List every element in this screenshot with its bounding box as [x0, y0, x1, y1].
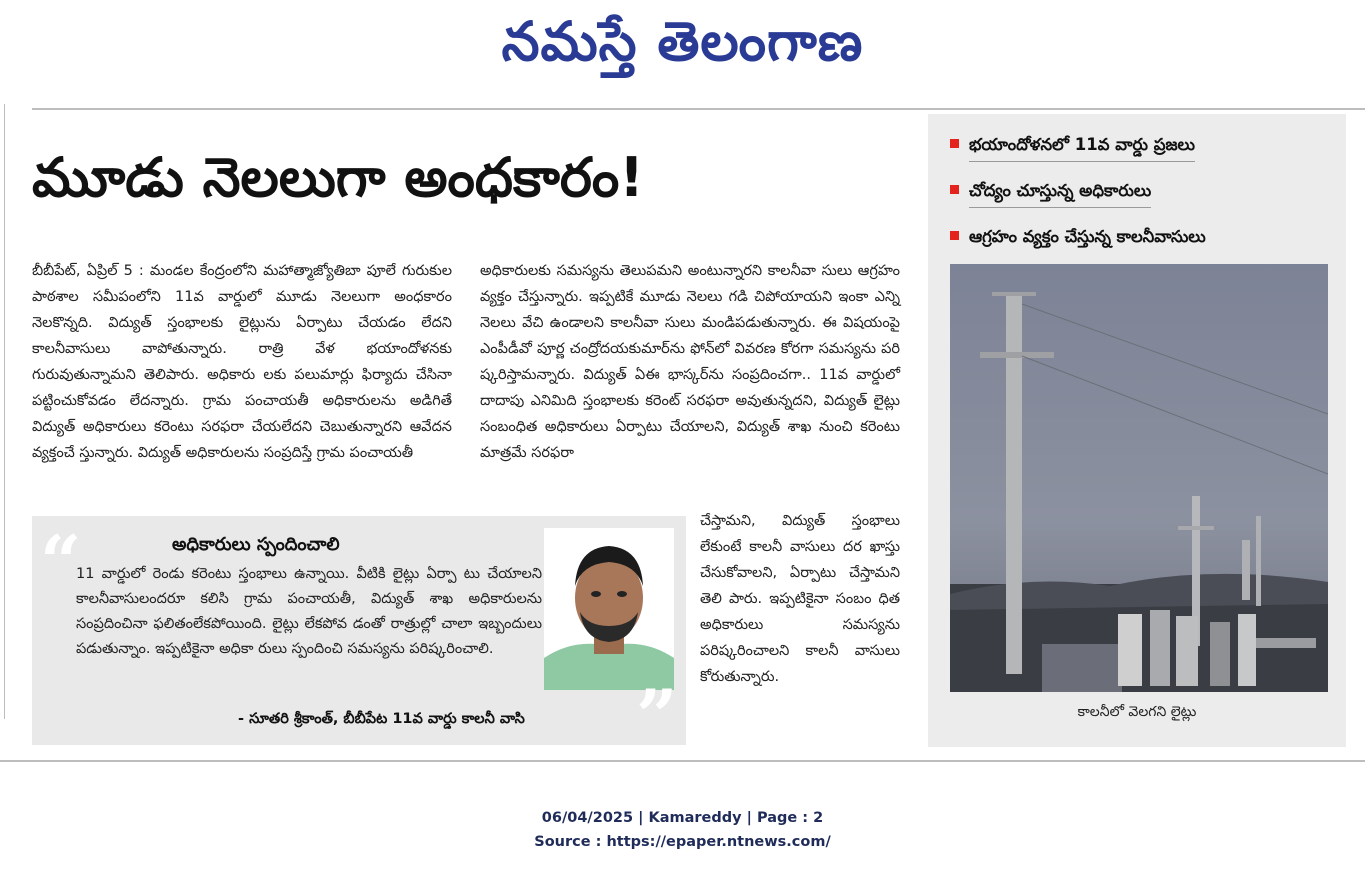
masthead [0, 0, 1365, 100]
sidebar-panel [928, 114, 1346, 747]
close-quote-icon: ” [636, 673, 678, 758]
left-divider [4, 104, 5, 719]
open-quote-icon: “ [40, 519, 82, 604]
bullet-square-icon [950, 185, 959, 194]
photo-caption: కాలనీలో వెలగని లైట్లు [1077, 704, 1197, 720]
footer-source: Source : https://epaper.ntnews.com/ [534, 834, 831, 850]
bullet-square-icon [950, 139, 959, 148]
bullet-item: ఆగ్రహం వ్యక్తం చేస్తున్న కాలనీవాసులు [950, 220, 1206, 254]
bullet-item: భయాందోళనలో 11వ వార్డు ప్రజలు [950, 128, 1195, 162]
bottom-divider [0, 760, 1365, 762]
article-column-1: బీబీపేట్, ఏప్రిల్ 5 : మండల కేంద్రంలోని మహాత్మాజ్యోతిబా పూలే గురుకుల పాఠశాల సమీపంలోని 11వ వార్డులో మూడు నెలలుగా అంధకారం నెలకొన్నది. విద్యుత్ స్తంభాలకు లైట్లును ఏర్పాటు చేయడం లేదని కాలనీవాసులు వాపోతున్నారు. రాత్రి వేళ భయాందోళనకు గురువుతున్నామని తెలిపారు. అధికారు లకు పలుమార్లు ఫిర్యాదు చేసినా పట్టించుకోవడం లేదన్నారు. గ్రామ పంచాయతీ అధికారులను అడిగితే విద్యుత్ అధికారులు కరెంటు సరఫరా చేయలేదని చెబుతున్నారని ఆవేదన వ్యక్తంచే స్తున్నారు. విద్యుత్ అధికారులను సంప్రదిస్తే గ్రామ పంచాయతీ [32, 263, 452, 461]
news-photo [950, 264, 1328, 692]
footer-date-page: 06/04/2025 | Kamareddy | Page : 2 [541, 810, 824, 826]
quote-attribution: - సూతరి శ్రీకాంత్, బీబీపేట 11వ వార్డు కాలనీ వాసి [238, 711, 525, 727]
quote-title: అధికారులు స్పందించాలి [172, 534, 340, 555]
quote-text: 11 వార్డులో రెండు కరెంటు స్తంభాలు ఉన్నాయి. వీటికి లైట్లు ఏర్పా టు చేయాలని కాలనీవాసులందరూ కలిసి గ్రామ పంచాయతీ, విద్యుత్ శాఖ అధికారులను సంప్రదించినా ఫలితంలేకపోయింది. లైట్లు లేకపోవ డంతో రాత్రుల్లో చాలా ఇబ్బందులు పడుతున్నాం. ఇప్పటికైనా అధికా రులు స్పందించి సమస్యను పరిష్కరించాలి. [76, 566, 542, 657]
top-divider [32, 108, 1365, 110]
article-column-2: అధికారులకు సమస్యను తెలుపమని అంటున్నారని కాలనీవా సులు ఆగ్రహం వ్యక్తం చేస్తున్నారు. ఇప్పటికే మూడు నెలలు గడి చిపోయాయని ఇంకా ఎన్ని నెలలు వేచి ఉండాలని కాలనీవా సులు మండిపడుతున్నారు. ఈ విషయంపై ఎంపీడీవో పూర్ణ చంద్రోదయకుమార్‌ను ఫోన్‌లో వివరణ కోరగా సమస్యను పరి ష్కరిస్తామన్నారు. విద్యుత్ ఏఈ భాస్కర్‌ను సంప్రదించగా.. 11వ వార్డులో దాదాపు ఎనిమిది స్తంభాలకు కరెంట్ సరఫరా అవుతున్నదని, విద్యుత్ లైట్లు సంబంధిత అధికారులు ఏర్పాటు చేయాలని, విద్యుత్ శాఖ నుంచి కరెంటు మాత్రమే సరఫరా [480, 263, 900, 461]
article-column-3: చేస్తామని, విద్యుత్ స్తంభాలు లేకుంటే కాలనీ వాసులు దర ఖాస్తు చేసుకోవాలని, ఏర్పాటు చేస్తామని తెలి పారు. ఇప్పటికైనా సంబం ధిత అధికారులు సమస్యను పరిష్కరించాలని కాలనీ వాసులు కోరుతున్నారు. [700, 513, 900, 685]
newspaper-logo: నమస్తే తెలంగాణ [501, 9, 864, 73]
article-headline: మూడు నెలలుగా అంధకారం! [32, 146, 644, 209]
quote-box [32, 516, 686, 758]
bullet-item: చోద్యం చూస్తున్న అధికారులు [950, 174, 1151, 208]
bullet-square-icon [950, 231, 959, 240]
